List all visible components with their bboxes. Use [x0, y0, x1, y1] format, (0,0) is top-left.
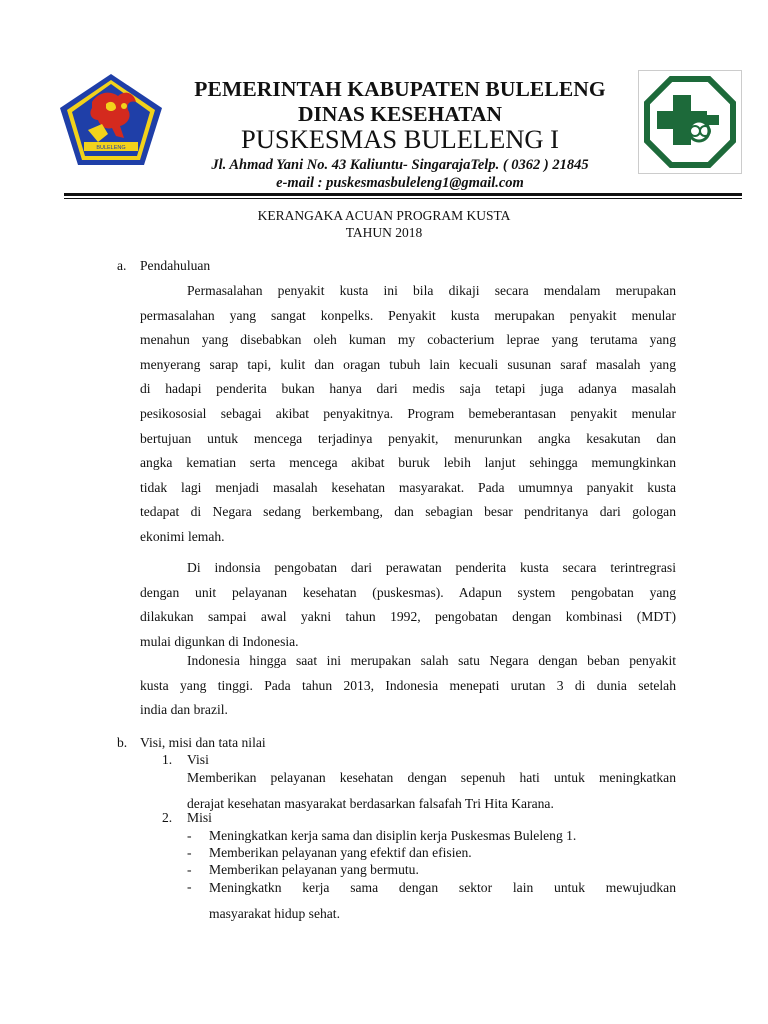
misi-marker: 2. [162, 810, 173, 825]
text-line: di hadapi penderita bukan hanya dari medis saja tetapi juga adanya masalah [140, 381, 676, 397]
text-line: kusta yang tinggi. Pada tahun 2013, Indonesia menepati urutan 3 di dunia setelah [140, 677, 676, 693]
buleleng-regency-logo [58, 72, 164, 168]
text-line: mulai digunkan di Indonesia. [140, 633, 299, 649]
document-year: TAHUN 2018 [345, 225, 423, 240]
misi-dash: - [187, 845, 192, 860]
text-line: dengan unit pelayanan kesehatan (puskesmas). Adapun system pengobatan yang [140, 584, 676, 600]
text-line: Di indonsia pengobatan dari perawatan penderita kusta secara terintregrasi [187, 560, 676, 575]
header-department: DINAS KESEHATAN [297, 102, 503, 126]
text-line: derajat kesehatan masyarakat berdasarkan falsafah Tri Hita Karana. [187, 796, 554, 811]
header-institution: PUSKESMAS BULELENG I [240, 124, 560, 154]
text-line: permasalahan yang sangat konpelks. Penyakit kusta merupakan penyakit menular [140, 307, 676, 323]
header-divider-thin [64, 198, 742, 199]
text-line: india dan brazil. [140, 702, 228, 718]
logo-caption: BULELENG [96, 145, 126, 151]
text-line: bertujuan untuk mencega terjadinya penyakit, menurunkan angka kesakutan dan [140, 430, 676, 446]
visi-label: Visi [187, 752, 209, 767]
section-b-heading: Visi, misi dan tata nilai [140, 735, 266, 750]
misi-item: Memberikan pelayanan yang bermutu. [209, 862, 419, 877]
text-line: Indonesia hingga saat ini merupakan salah satu Negara dengan beban penyakit [187, 653, 676, 668]
text-line: tedapat di Negara sedang berkembang, dan sebagian besar pendritanya dari gologan [140, 504, 676, 520]
section-a-paragraph-2 [140, 556, 676, 654]
text-line: angka kematian serta mencega akibat buruk lebih lanjut sehingga memungkinkan [140, 455, 676, 471]
section-a-heading: Pendahuluan [140, 258, 211, 273]
misi-dash: - [187, 862, 192, 877]
puskesmas-logo [638, 70, 742, 174]
text-line: Meningkatkn kerja sama dengan sektor lain untuk mewujudkan [209, 880, 676, 895]
text-line: ekonimi lemah. [140, 528, 225, 544]
text-line: menyerang sarap tapi, kulit dan oragan tubuh lain kecuali susunan saraf masalah yang [140, 356, 676, 372]
misi-dash: - [187, 879, 192, 894]
text-line: pesikososial sebagai akibat penyakitnya. Program bemeberantasan penyakit menular [140, 405, 676, 421]
misi-label: Misi [187, 810, 212, 825]
section-a-marker: a. [117, 258, 127, 273]
document-title: KERANGAKA ACUAN PROGRAM KUSTA [257, 208, 511, 223]
header-government: PEMERINTAH KABUPATEN BULELENG [194, 77, 606, 101]
misi-item [209, 875, 676, 927]
text-line: Permasalahan penyakit kusta ini bila dikaji secara mendalam merupakan [187, 283, 676, 298]
text-line: dilakukan sampai awal yakni tahun 1992, pengobatan dengan kombinasi (MDT) [140, 609, 676, 625]
section-a-paragraph-1 [140, 279, 676, 550]
header-address: Jl. Ahmad Yani No. 43 Kaliuntu- SingarajaTelp. ( 0362 ) 21845 [211, 157, 589, 173]
text-line: menahun yang disebabkan oleh kuman my cobacterium leprae yang terutama yang [140, 332, 676, 348]
header-divider-thick [64, 193, 742, 196]
section-a-paragraph-3 [140, 649, 676, 723]
section-b-marker: b. [117, 735, 128, 750]
misi-item: Meningkatkan kerja sama dan disiplin kerja Puskesmas Buleleng 1. [209, 828, 577, 843]
text-line: masyarakat hidup sehat. [209, 906, 340, 921]
text-line: Memberikan pelayanan kesehatan dengan sepenuh hati untuk meningkatkan [187, 770, 676, 785]
visi-text [187, 765, 676, 817]
header-email: e-mail : puskesmasbuleleng1@gmail.com [276, 175, 524, 191]
misi-item: Memberikan pelayanan yang efektif dan efisien. [209, 845, 472, 860]
text-line: tidak lagi menjadi masalah kesehatan masyarakat. Pada umumnya panyakit kusta [140, 479, 676, 495]
misi-dash: - [187, 828, 192, 843]
visi-marker: 1. [162, 752, 173, 767]
